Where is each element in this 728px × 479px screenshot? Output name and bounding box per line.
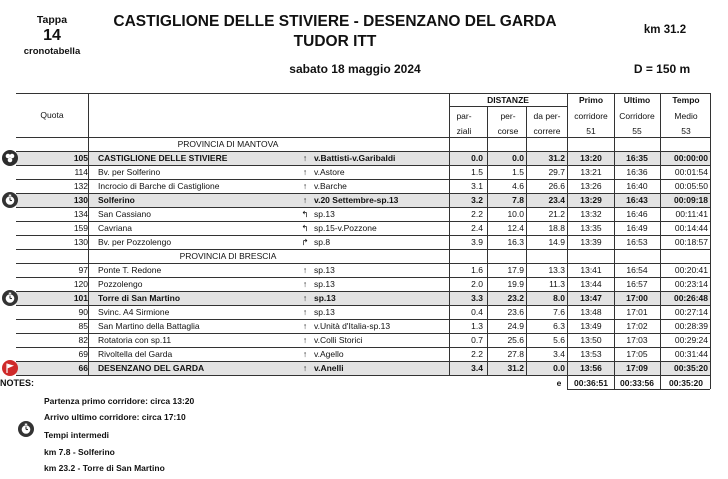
cell-dacorrere: 8.0: [553, 293, 565, 303]
cell-primo: 13:39: [580, 237, 602, 247]
cell-tempo: 00:09:18: [673, 195, 708, 205]
cell-percorse: 27.8: [507, 349, 524, 359]
cell-quota: 134: [73, 209, 88, 219]
cell-road: v.Barche: [314, 181, 347, 191]
cell-tempo: 00:35:20: [673, 363, 708, 373]
province-name: PROVINCIA DI BRESCIA: [179, 251, 277, 261]
cell-dacorrere: 31.2: [548, 153, 565, 163]
cell-percorse: 31.2: [507, 363, 524, 373]
row-line: [16, 207, 710, 208]
table-row: [16, 193, 710, 207]
cell-road: sp.13: [314, 307, 335, 317]
cell-dacorrere: 5.6: [553, 335, 565, 345]
cell-parziali: 2.2: [471, 349, 483, 359]
cell-primo: 13:26: [580, 181, 602, 191]
col-line: [88, 93, 89, 375]
row-line: [16, 193, 710, 194]
cell-quota: 120: [73, 279, 88, 289]
cell-dacorrere: 3.4: [553, 349, 565, 359]
cell-parziali: 3.9: [471, 237, 483, 247]
cell-direction: ↑: [302, 181, 308, 191]
col-line: [526, 106, 527, 375]
cell-tempo: 00:01:54: [674, 167, 708, 177]
cell-place: Rotatoria con sp.11: [98, 335, 172, 345]
table-row: [16, 221, 710, 235]
cell-percorse: 19.9: [507, 279, 524, 289]
col-parziali-1: par-: [456, 111, 472, 121]
cell-ultimo: 17:03: [626, 335, 648, 345]
cell-direction: ↑: [302, 335, 308, 345]
table-row: [16, 333, 710, 347]
cell-place: Ponte T. Redone: [98, 265, 162, 275]
cell-direction: ↑: [302, 307, 308, 317]
cell-direction: ↑: [302, 321, 308, 331]
cell-primo: 13:49: [580, 321, 602, 331]
cell-road: sp.13: [314, 279, 335, 289]
province-row: [16, 249, 710, 263]
province-name: PROVINCIA DI MANTOVA: [177, 139, 279, 149]
table-row: [16, 291, 710, 305]
cell-direction: ↑: [302, 363, 308, 373]
col-tempo-2: Medio: [674, 111, 698, 121]
cell-ultimo: 16:57: [626, 279, 648, 289]
start-icon: [2, 150, 18, 166]
cell-road: sp.13: [314, 293, 336, 303]
cell-primo: 13:53: [580, 349, 602, 359]
cell-primo: 13:41: [580, 265, 602, 275]
cell-ultimo: 16:53: [626, 237, 648, 247]
cell-parziali: 2.4: [471, 223, 483, 233]
cell-ultimo: 17:00: [626, 293, 648, 303]
cell-ultimo: 16:54: [626, 265, 648, 275]
cell-road: sp.13: [314, 265, 335, 275]
cell-quota: 66: [78, 363, 88, 373]
col-primo-2: corridore: [574, 111, 608, 121]
cell-direction: ↑: [302, 167, 308, 177]
cell-tempo: 00:26:48: [673, 293, 708, 303]
cell-dacorrere: 23.4: [548, 195, 565, 205]
col-dacorrere-2: correre: [533, 126, 561, 136]
row-line: [16, 305, 710, 306]
cell-dacorrere: 6.3: [553, 321, 565, 331]
cell-direction: ↰: [301, 223, 309, 233]
col-line: [487, 106, 488, 375]
col-line: [660, 93, 661, 389]
table-row: [16, 179, 710, 193]
col-ultimo-3: 55: [632, 126, 642, 136]
cell-percorse: 24.9: [507, 321, 524, 331]
cell-percorse: 0.0: [512, 153, 524, 163]
totals-bottom-border: [567, 389, 710, 390]
cell-road: v.Colli Storici: [314, 335, 363, 345]
cell-dacorrere: 7.6: [553, 307, 565, 317]
cell-percorse: 23.2: [507, 293, 524, 303]
note-km-torre: km 23.2 - Torre di San Martino: [44, 463, 165, 473]
col-primo-1: Primo: [578, 95, 604, 105]
note-km-solferino: km 7.8 - Solferino: [44, 447, 115, 457]
cell-place: Torre di San Martino: [98, 293, 181, 303]
table-row: [16, 347, 710, 361]
cell-tempo: 00:31:44: [674, 349, 708, 359]
table-row: [16, 277, 710, 291]
cell-primo: 13:35: [580, 223, 602, 233]
cell-road: sp.13: [314, 209, 335, 219]
row-line: [16, 151, 710, 152]
col-quota: Quota: [40, 110, 64, 120]
cell-tempo: 00:11:41: [675, 209, 708, 219]
distanze-underline: [449, 106, 567, 107]
cell-place: CASTIGLIONE DELLE STIVIERE: [98, 153, 228, 163]
cell-quota: 69: [78, 349, 88, 359]
cell-parziali: 3.1: [471, 181, 483, 191]
cell-quota: 97: [78, 265, 88, 275]
cell-direction: ↑: [302, 349, 308, 359]
notes-label: NOTES:: [0, 378, 35, 388]
cell-ultimo: 17:05: [626, 349, 648, 359]
row-line: [16, 179, 710, 180]
col-line: [567, 93, 568, 389]
cell-parziali: 1.6: [471, 265, 483, 275]
cell-place: Bv. per Pozzolengo: [98, 237, 172, 247]
note-arrivo: Arrivo ultimo corridore: circa 17:10: [44, 412, 186, 422]
cell-parziali: 2.0: [471, 279, 483, 289]
stage-block: [20, 14, 84, 57]
cell-quota: 85: [78, 321, 88, 331]
cell-ultimo: 16:35: [626, 153, 648, 163]
table-row: [16, 319, 710, 333]
cell-dacorrere: 18.8: [548, 223, 565, 233]
cell-parziali: 0.4: [471, 307, 483, 317]
cell-ultimo: 17:09: [626, 363, 648, 373]
col-primo-3: 51: [586, 126, 596, 136]
clock-icon: [2, 192, 18, 208]
cell-dacorrere: 26.6: [548, 181, 565, 191]
cell-road: v.Astore: [314, 167, 345, 177]
cell-ultimo: 16:49: [626, 223, 648, 233]
note-partenza: Partenza primo corridore: circa 13:20: [44, 396, 195, 406]
cell-ultimo: 17:02: [626, 321, 648, 331]
cell-quota: 105: [73, 153, 88, 163]
row-line: [16, 347, 710, 348]
cell-tempo: 00:20:41: [674, 265, 708, 275]
col-line: [614, 93, 615, 389]
cell-percorse: 25.6: [507, 335, 524, 345]
cell-tempo: 00:00:00: [673, 153, 708, 163]
totals-e: e: [556, 378, 562, 388]
cell-primo: 13:20: [580, 153, 602, 163]
cell-parziali: 1.3: [471, 321, 483, 331]
cell-road: v.Anelli: [314, 363, 344, 373]
stage-subtitle: cronotabella: [23, 46, 81, 57]
cell-place: San Martino della Battaglia: [98, 321, 200, 331]
cell-place: Incrocio di Barche di Castiglione: [98, 181, 220, 191]
table-row: [16, 207, 710, 221]
stage-number: 14: [43, 27, 61, 44]
row-line: [16, 263, 710, 264]
cell-tempo: 00:14:44: [674, 223, 708, 233]
cell-primo: 13:50: [580, 335, 602, 345]
stage-length: km 31.2: [643, 24, 687, 36]
cell-ultimo: 16:43: [626, 195, 648, 205]
col-line: [710, 93, 711, 389]
cell-percorse: 1.5: [512, 167, 524, 177]
clock-icon: [2, 290, 18, 306]
cell-dacorrere: 0.0: [553, 363, 565, 373]
cell-ultimo: 16:46: [626, 209, 648, 219]
col-tempo-3: 53: [681, 126, 691, 136]
cell-ultimo: 17:01: [626, 307, 648, 317]
cell-quota: 132: [73, 181, 88, 191]
col-percorse-1: per-: [500, 111, 516, 121]
cell-direction: ↑: [302, 195, 308, 205]
table-row: [16, 263, 710, 277]
totals-tempo: 00:35:20: [668, 378, 704, 388]
cell-quota: 130: [73, 237, 88, 247]
row-line: [16, 333, 710, 334]
cell-percorse: 7.8: [512, 195, 524, 205]
cell-primo: 13:48: [580, 307, 602, 317]
cell-primo: 13:44: [580, 279, 602, 289]
cell-percorse: 12.4: [507, 223, 524, 233]
cell-place: DESENZANO DEL GARDA: [98, 363, 205, 373]
col-ultimo-1: Ultimo: [623, 95, 651, 105]
cell-percorse: 23.6: [507, 307, 524, 317]
col-ultimo-2: Corridore: [619, 111, 655, 121]
cell-road: v.20 Settembre-sp.13: [314, 195, 399, 205]
cell-direction: ↰: [301, 209, 309, 219]
table-row: [16, 151, 710, 165]
finish-flag-icon: [2, 360, 18, 376]
col-line: [449, 93, 450, 375]
col-tempo-1: Tempo: [672, 95, 700, 105]
timetable: [0, 93, 710, 388]
cell-place: Svinc. A4 Sirmione: [98, 307, 170, 317]
cell-dacorrere: 29.7: [548, 167, 565, 177]
cell-primo: 13:32: [580, 209, 602, 219]
row-line: [16, 235, 710, 236]
province-row: [16, 137, 710, 151]
totals-primo: 00:36:51: [573, 378, 609, 388]
cell-direction: ↑: [302, 265, 308, 275]
cell-direction: ↱: [301, 237, 309, 247]
cell-tempo: 00:05:50: [674, 181, 708, 191]
cell-dacorrere: 13.3: [548, 265, 565, 275]
cell-percorse: 4.6: [512, 181, 524, 191]
col-parziali-2: ziali: [456, 126, 472, 136]
cell-direction: ↑: [302, 153, 308, 163]
cell-place: Cavriana: [98, 223, 133, 233]
cell-dacorrere: 11.3: [549, 279, 565, 289]
row-line: [16, 249, 710, 250]
cell-dacorrere: 21.2: [548, 209, 565, 219]
cell-primo: 13:29: [580, 195, 602, 205]
cell-tempo: 00:18:57: [674, 237, 708, 247]
col-dacorrere-1: da per-: [533, 111, 561, 121]
col-percorse-2: corse: [497, 126, 519, 136]
cell-parziali: 3.4: [471, 363, 483, 373]
cell-place: Solferino: [98, 195, 135, 205]
cell-parziali: 3.3: [471, 293, 483, 303]
cell-quota: 90: [78, 307, 88, 317]
cell-parziali: 2.2: [471, 209, 483, 219]
note-tempi-intermedi: Tempi intermedi: [44, 430, 110, 440]
clock-icon: [18, 421, 34, 437]
row-line: [16, 375, 710, 376]
row-line: [16, 319, 710, 320]
cell-road: v.Battisti-v.Garibaldi: [314, 153, 396, 163]
cell-place: Rivoltella del Garda: [98, 349, 173, 359]
cell-place: San Cassiano: [98, 209, 151, 219]
cell-parziali: 0.0: [471, 153, 483, 163]
cell-tempo: 00:23:14: [674, 279, 708, 289]
table-top-border: [16, 93, 710, 94]
cell-direction: ↑: [302, 293, 308, 303]
title-line-2: TUDOR ITT: [293, 33, 377, 50]
cell-parziali: 0.7: [471, 335, 483, 345]
cell-ultimo: 16:40: [626, 181, 648, 191]
cell-percorse: 17.9: [507, 265, 524, 275]
row-line: [16, 221, 710, 222]
cell-tempo: 00:28:39: [674, 321, 708, 331]
col-distanze: DISTANZE: [487, 95, 529, 105]
title-line-1: CASTIGLIONE DELLE STIVIERE - DESENZANO DEL GARDA: [113, 13, 557, 30]
row-line: [16, 165, 710, 166]
row-line: [16, 277, 710, 278]
cell-road: v.Agello: [314, 349, 344, 359]
cell-percorse: 10.0: [507, 209, 524, 219]
cell-quota: 159: [73, 223, 88, 233]
cell-tempo: 00:29:24: [674, 335, 708, 345]
cell-road: sp.15-v.Pozzone: [314, 223, 377, 233]
cell-primo: 13:56: [580, 363, 602, 373]
cell-primo: 13:47: [580, 293, 602, 303]
cell-road: v.Unità d'Italia-sp.13: [314, 321, 391, 331]
table-row: [16, 235, 710, 249]
totals-row: [0, 377, 710, 389]
table-row: [16, 305, 710, 319]
cell-percorse: 16.3: [507, 237, 524, 247]
cell-quota: 130: [73, 195, 88, 205]
elevation-gain: D = 150 m: [633, 62, 691, 76]
cell-dacorrere: 14.9: [548, 237, 565, 247]
header-bottom-border: [16, 137, 710, 138]
totals-ultimo: 00:33:56: [619, 378, 655, 388]
cell-place: Bv. per Solferino: [98, 167, 161, 177]
cell-direction: ↑: [302, 279, 308, 289]
cell-quota: 114: [74, 167, 88, 177]
cell-road: sp.8: [314, 237, 331, 247]
table-row: [16, 361, 710, 375]
stage-label: Tappa: [36, 14, 68, 26]
cell-quota: 82: [78, 335, 88, 345]
cell-parziali: 3.2: [471, 195, 483, 205]
row-line: [16, 291, 710, 292]
stage-date: sabato 18 maggio 2024: [289, 62, 421, 76]
page-header: [0, 0, 728, 92]
cell-ultimo: 16:36: [626, 167, 648, 177]
cell-parziali: 1.5: [471, 167, 483, 177]
cell-place: Pozzolengo: [98, 279, 143, 289]
table-row: [16, 165, 710, 179]
cell-tempo: 00:27:14: [674, 307, 708, 317]
row-line: [16, 361, 710, 362]
stage-title: [100, 12, 570, 52]
cell-quota: 101: [73, 293, 88, 303]
cell-primo: 13:21: [580, 167, 602, 177]
